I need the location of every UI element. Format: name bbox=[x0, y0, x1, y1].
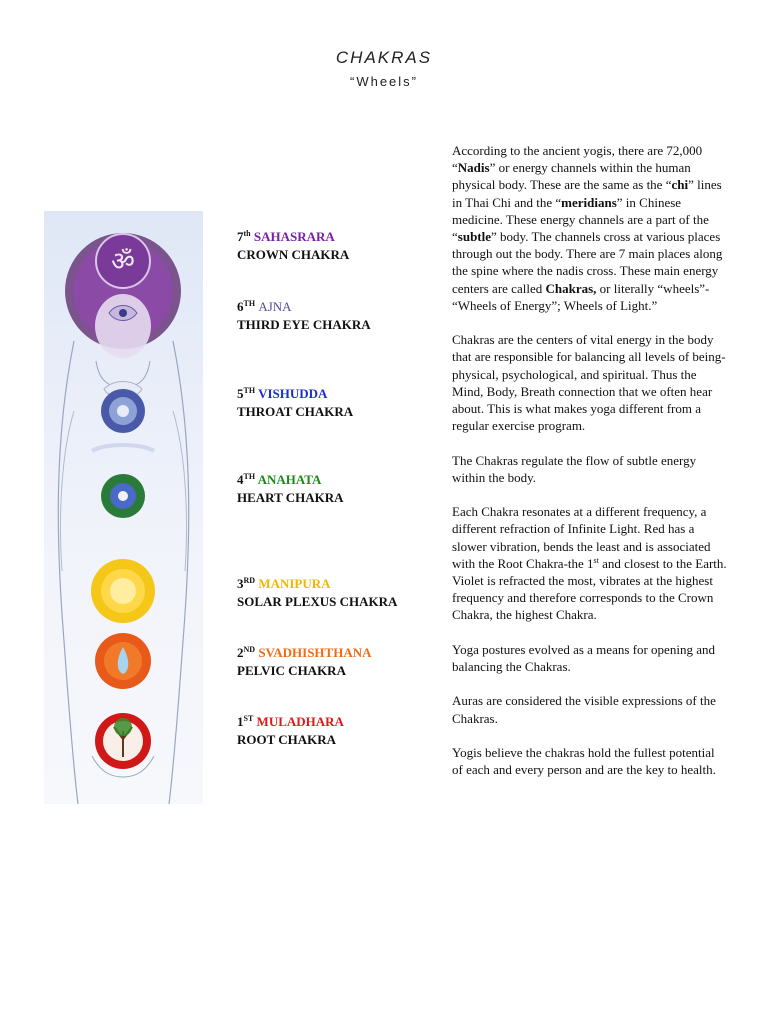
chakra-sanskrit-name: AJNA bbox=[258, 299, 292, 314]
page-subtitle: “Wheels” bbox=[349, 74, 418, 89]
chakra-english-name: THROAT CHAKRA bbox=[237, 404, 354, 419]
paragraph-yogis-believe: Yogis believe the chakras hold the fullest potential of each and every person and are the key to health. bbox=[452, 745, 716, 778]
chakra-sanskrit-name: VISHUDDA bbox=[258, 386, 328, 401]
chakra-entry-5 bbox=[237, 385, 353, 421]
page-title: CHAKRAS bbox=[335, 48, 433, 67]
chakra-number: 4TH bbox=[237, 472, 256, 487]
chakra-number: 1ST bbox=[237, 714, 254, 729]
chakra-english-name: CROWN CHAKRA bbox=[237, 247, 350, 262]
chakra-sanskrit-name: ANAHATA bbox=[257, 472, 322, 487]
chakra-english-name: HEART CHAKRA bbox=[237, 490, 344, 505]
chakra-number: 3RD bbox=[237, 576, 256, 591]
paragraph-auras: Auras are considered the visible expressions of the Chakras. bbox=[452, 693, 716, 726]
chakra-english-name: ROOT CHAKRA bbox=[237, 732, 337, 747]
chakra-number: 2ND bbox=[237, 645, 256, 660]
chakra-sanskrit-name: SVADHISHTHANA bbox=[258, 645, 372, 660]
chakra-number: 7th bbox=[237, 229, 251, 244]
chakra-english-name: PELVIC CHAKRA bbox=[237, 663, 346, 678]
chakra-entry-1 bbox=[237, 713, 344, 749]
chakra-entry-3 bbox=[237, 575, 397, 611]
chakra-entry-2 bbox=[237, 644, 372, 680]
chakra-figure-illustration bbox=[44, 211, 203, 804]
chakra-number: 5TH bbox=[237, 386, 256, 401]
chakra-entry-4 bbox=[237, 471, 344, 507]
chakra-number: 6TH bbox=[237, 299, 256, 314]
chakra-sanskrit-name: MANIPURA bbox=[258, 576, 331, 591]
paragraph-nadis: According to the ancient yogis, there are 72,000 “Nadis” or energy channels within the human physical body. These are the same as the “chi” lines in Thai Chi and the “meridians” in Chinese medicine. These energy channels are a part of the “subtle” body. The channels cross at various places through out the body. There are 7 main places along the spine where the nadis cross. These main energy centers are called Chakras, or literally “wheels”- “Wheels of Energy”; Wheels of Light.” bbox=[452, 143, 723, 313]
paragraph-frequency: Each Chakra resonates at a different frequency, a different refraction of Infinite Light. Red has a slower vibration, bends the least and is associated with the Root Chakra-the 1st and closest to the Earth. Violet is refracted the most, vibrates at the highest frequency and therefore corresponds to the Crown Chakra, the highest Chakra. bbox=[452, 504, 727, 623]
paragraph-yoga-postures: Yoga postures evolved as a means for opening and balancing the Chakras. bbox=[452, 641, 715, 675]
chakra-english-name: SOLAR PLEXUS CHAKRA bbox=[237, 594, 398, 609]
chakra-entry-7 bbox=[237, 228, 349, 264]
paragraph-regulate-flow: The Chakras regulate the flow of subtle energy within the body. bbox=[452, 452, 697, 485]
chakra-sanskrit-name: MULADHARA bbox=[256, 714, 344, 729]
paragraph-vital-energy: Chakras are the centers of vital energy in the body that are responsible for balancing all levels of being-physical, psychological, and spiritual. Thus the Mind, Body, Breath connection that we often hear about. This is what makes yoga different from a regular exercise program. bbox=[452, 332, 726, 434]
chakra-english-name: THIRD EYE CHAKRA bbox=[237, 317, 371, 332]
chakra-sanskrit-name: SAHASRARA bbox=[253, 229, 335, 244]
chakra-entry-6 bbox=[237, 298, 371, 334]
om-symbol-icon: ॐ bbox=[111, 247, 135, 277]
body-text-column bbox=[452, 142, 728, 796]
